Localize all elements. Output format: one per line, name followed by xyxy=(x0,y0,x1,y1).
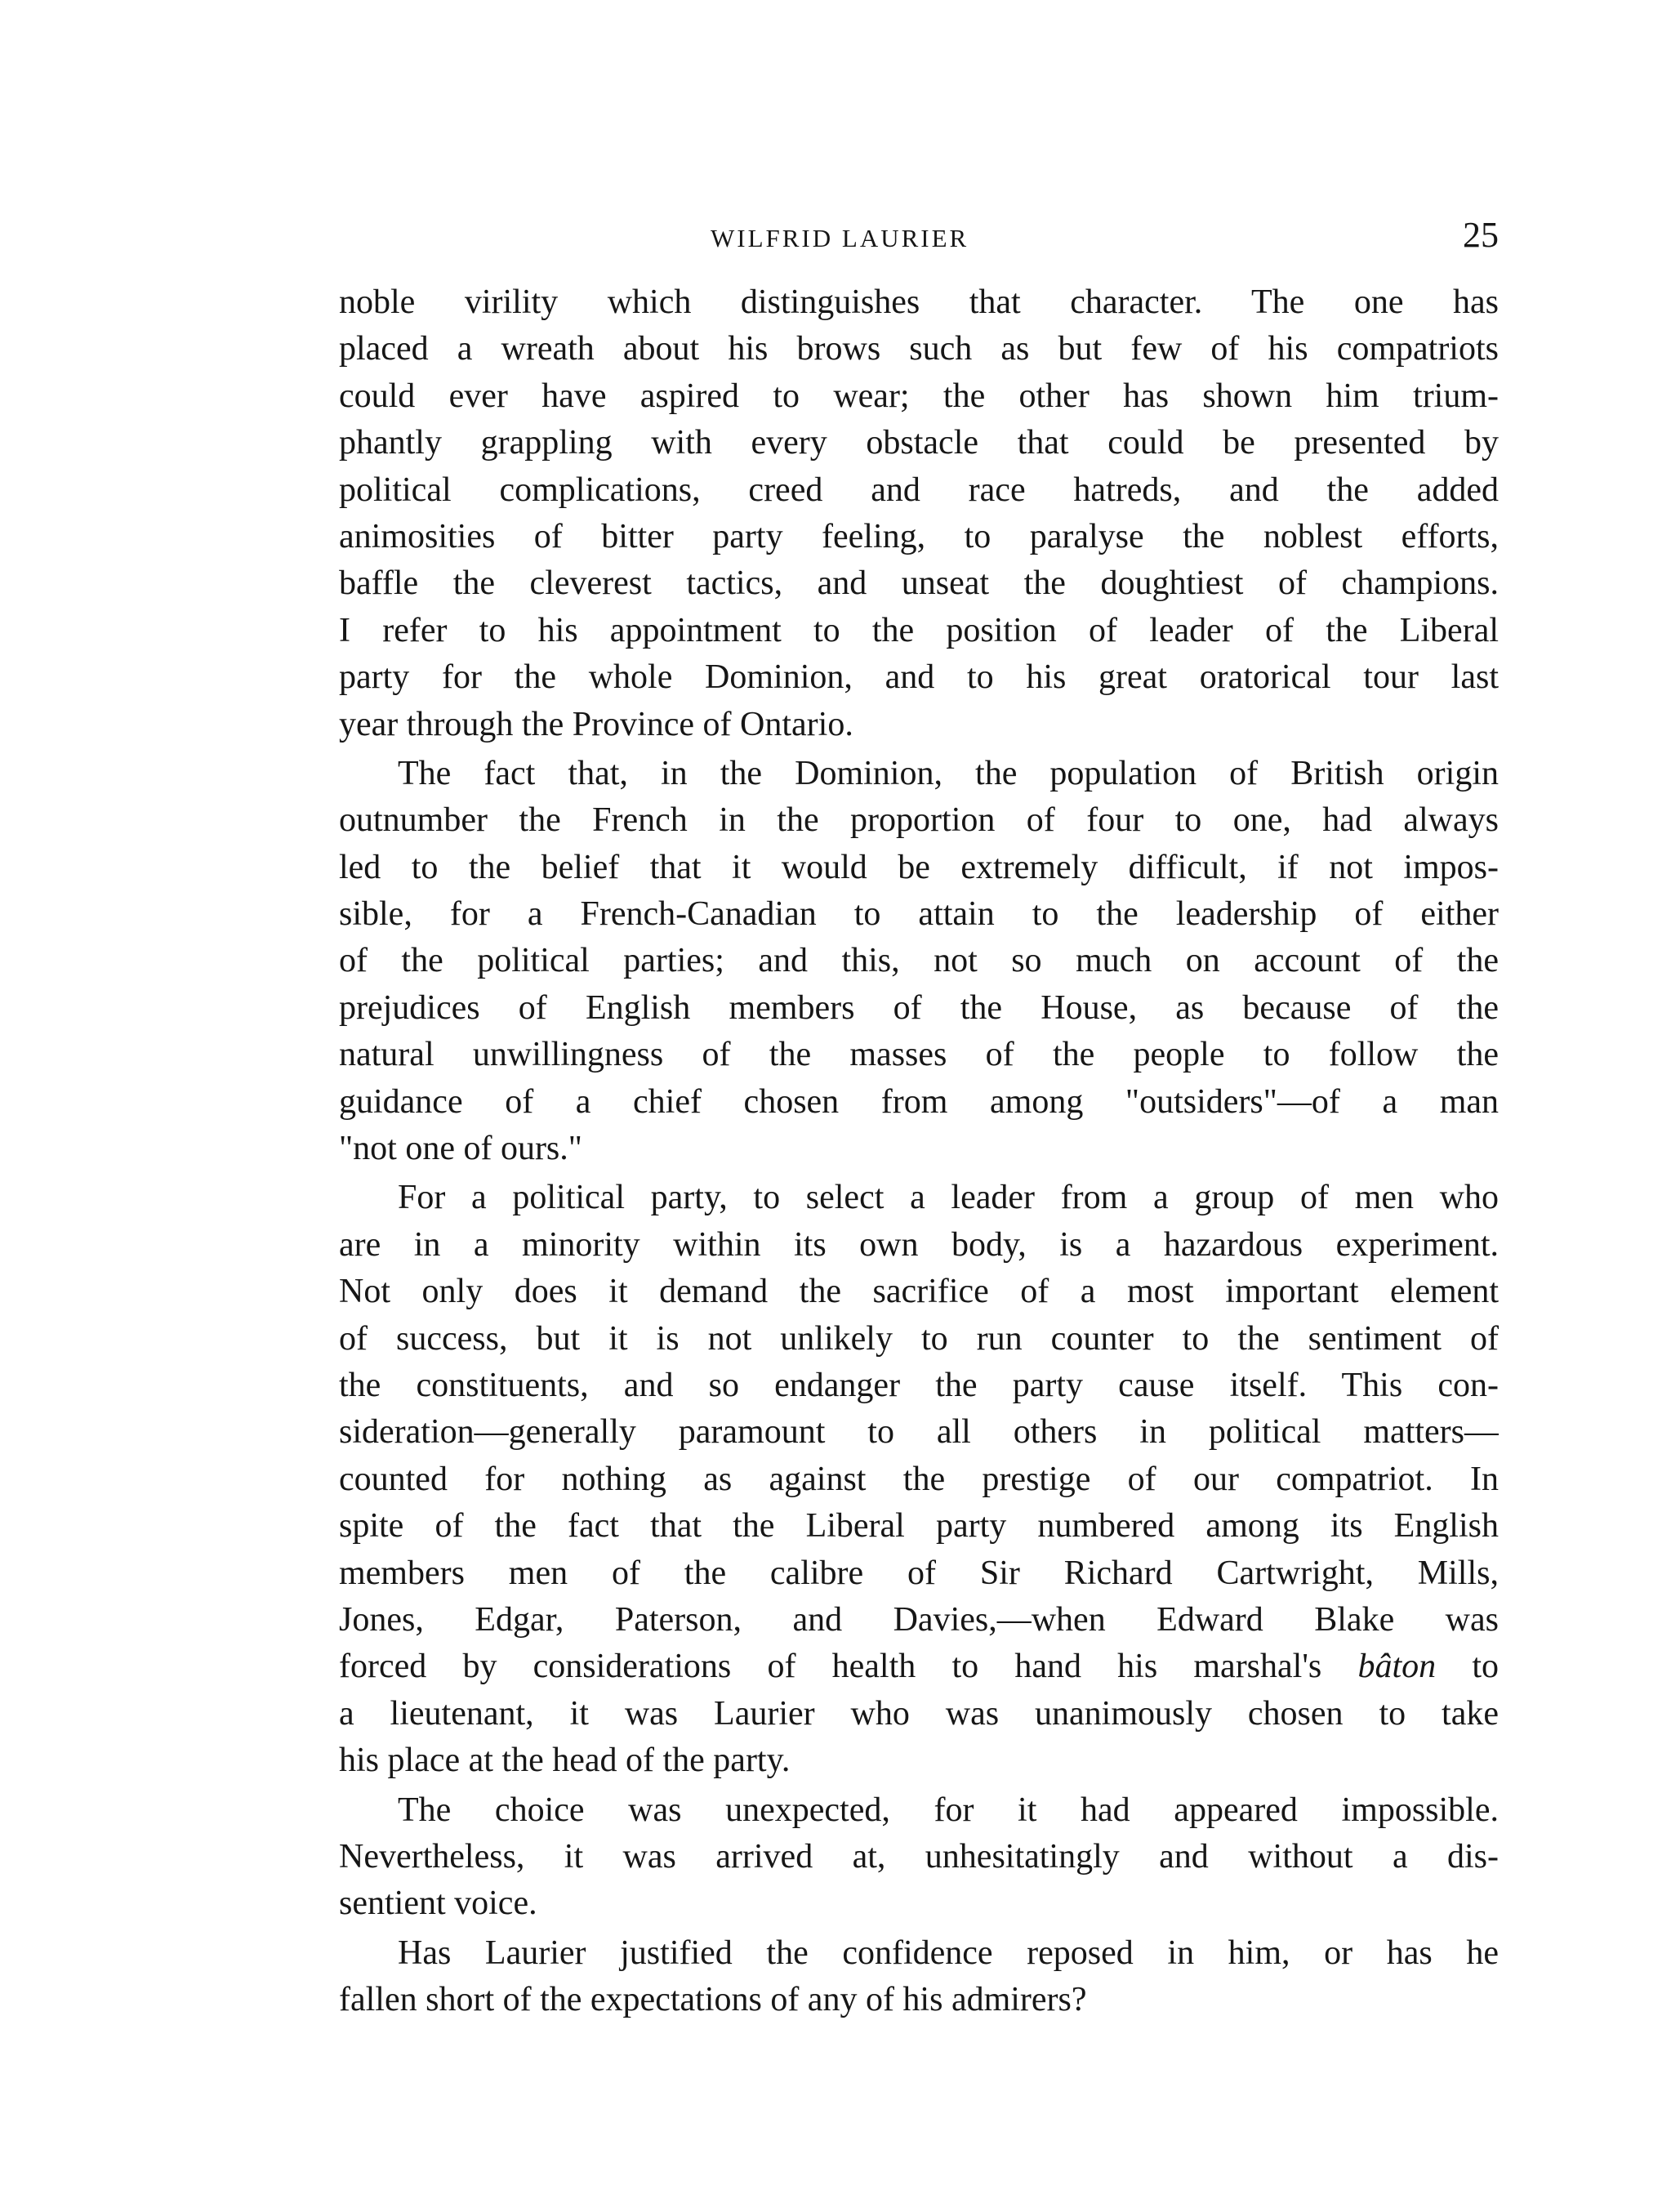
text-line: For a political party, to select a leader from a group of men who xyxy=(398,1179,1499,1217)
text-line: fallen short of the expectations of any of his admirers? xyxy=(339,1981,1087,2019)
text-line: members men of the calibre of Sir Richard Cartwright, Mills, xyxy=(339,1554,1499,1592)
text-line xyxy=(339,1644,1499,1690)
text-line: The fact that, in the Dominion, the population of British origin xyxy=(398,754,1499,792)
text-line: guidance of a chief chosen from among "outsiders"—of a man xyxy=(339,1082,1499,1121)
text-line: are in a minority within its own body, is a hazardous experiment. xyxy=(339,1225,1499,1264)
text-line: natural unwillingness of the masses of the people to follow the xyxy=(339,1036,1499,1074)
text-line: could ever have aspired to wear; the other has shown him trium- xyxy=(339,377,1499,415)
text-line: the constituents, and so endanger the party cause itself. This con- xyxy=(339,1366,1499,1404)
text-line: year through the Province of Ontario. xyxy=(339,705,853,743)
running-title: WILFRID LAURIER xyxy=(711,224,969,252)
text-line: a lieutenant, it was Laurier who was unanimously chosen to take xyxy=(339,1694,1499,1733)
text-line: his place at the head of the party. xyxy=(339,1742,791,1780)
paragraph xyxy=(339,1930,1499,2024)
text-line: outnumber the French in the proportion of four to one, had always xyxy=(339,801,1499,840)
text-line: baffle the cleverest tactics, and unseat the doughtiest of champions. xyxy=(339,564,1499,603)
text-line: spite of the fact that the Liberal party numbered among its English xyxy=(339,1507,1499,1545)
text-line: party for the whole Dominion, and to his great oratorical tour last xyxy=(339,658,1499,697)
body-text xyxy=(339,279,1499,2023)
text-line: "not one of ours." xyxy=(339,1130,582,1168)
running-head xyxy=(339,214,1499,263)
page-number: 25 xyxy=(1463,215,1499,255)
text-line: noble virility which distinguishes that character. The one has xyxy=(339,283,1499,321)
text-line: phantly grappling with every obstacle that could be presented by xyxy=(339,424,1499,462)
text-line: sentient voice. xyxy=(339,1884,537,1923)
text-line: sible, for a French-Canadian to attain to the leadership of either xyxy=(339,895,1499,934)
text-line: Nevertheless, it was arrived at, unhesitatingly and without a dis- xyxy=(339,1837,1499,1876)
text-line: sideration—generally paramount to all others in political matters— xyxy=(339,1413,1499,1452)
paragraph xyxy=(339,1175,1499,1784)
text-line: of the political parties; and this, not so much on account of the xyxy=(339,942,1499,980)
text-line: led to the belief that it would be extremely difficult, if not impos- xyxy=(339,848,1499,886)
text-line: The choice was unexpected, for it had appeared impossible. xyxy=(398,1791,1499,1829)
text-line: Jones, Edgar, Paterson, and Davies,—when Edward Blake was xyxy=(339,1600,1499,1639)
paragraph xyxy=(339,279,1499,748)
text-line: prejudices of English members of the House, as because of the xyxy=(339,988,1499,1027)
paragraph xyxy=(339,751,1499,1173)
text-run: to xyxy=(1436,1648,1499,1686)
text-line: Has Laurier justified the confidence reposed in him, or has he xyxy=(398,1934,1499,1972)
text-run: forced by considerations of health to hand his marshal's xyxy=(339,1648,1358,1686)
text-line: placed a wreath about his brows such as but few of his compatriots xyxy=(339,330,1499,368)
text-line: I refer to his appointment to the position of leader of the Liberal xyxy=(339,611,1499,649)
text-line: counted for nothing as against the prestige of our compatriot. In xyxy=(339,1460,1499,1498)
text-line: political complications, creed and race hatreds, and the added xyxy=(339,471,1499,509)
text-line: Not only does it demand the sacrifice of a most important element xyxy=(339,1273,1499,1311)
italic-word: bâton xyxy=(1357,1648,1437,1686)
text-line: of success, but it is not unlikely to run counter to the sentiment of xyxy=(339,1319,1499,1358)
paragraph xyxy=(339,1787,1499,1928)
text-line: animosities of bitter party feeling, to paralyse the noblest efforts, xyxy=(339,517,1499,555)
